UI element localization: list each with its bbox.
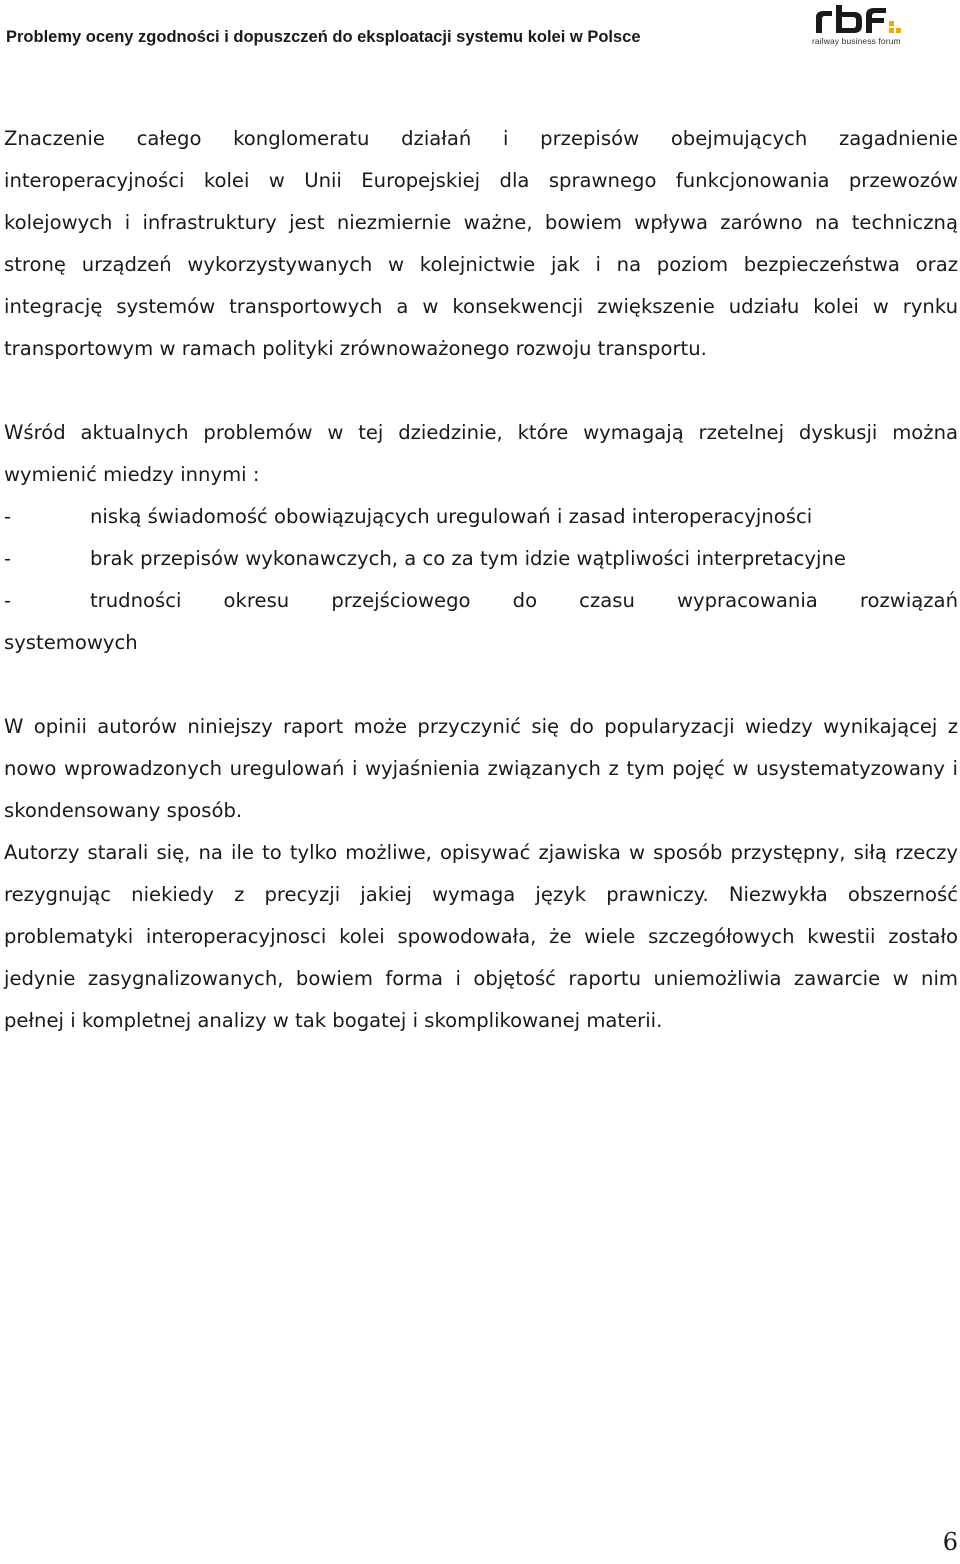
list-item (4, 580, 958, 622)
list-item-continuation: systemowych (4, 631, 138, 654)
list-item-text: niską świadomość obowiązujących uregulowań i zasad interoperacyjności (90, 505, 813, 528)
paragraph-3: W opinii autorów niniejszy raport może przyczynić się do popularyzacji wiedzy wynikającej z nowo wprowadzonych uregulowań i wyjaśnienia związanych z tym pojęć w usystematyzowany i skondensowany sposób. (4, 715, 958, 822)
paragraph-spacer (4, 664, 958, 706)
list-item-text: trudności okresu przejściowego do czasu wypracowania rozwiązań (90, 589, 958, 612)
logo-tagline: railway business forum (812, 36, 901, 46)
paragraph-4: Autorzy starali się, na ile to tylko możliwe, opisywać zjawiska w sposób przystępny, siłą rzeczy rezygnując niekiedy z precyzji jakiej wymaga język prawniczy. Niezwykła obszerność problematyki interoperacyjnosci kolei spowodowała, że wiele szczegółowych kwestii zostało jedynie zasygnalizowanych, bowiem forma i objętość raportu uniemożliwia zawarcie w nim pełnej i kompletnej analizy w tak bogatej i skomplikowanej materii. (4, 841, 958, 1032)
document-title: Problemy oceny zgodności i dopuszczeń do eksploatacji systemu kolei w Polsce (6, 28, 641, 46)
page-number: 6 (942, 1528, 958, 1556)
list-item (4, 496, 958, 538)
document-body (4, 118, 958, 1042)
list-dash: - (4, 505, 12, 528)
rbf-logo-mark (812, 3, 908, 37)
list-item-text: brak przepisów wykonawczych, a co za tym idzie wątpliwości interpretacyjne (90, 547, 846, 570)
paragraph-2: Wśród aktualnych problemów w tej dziedzinie, które wymagają rzetelnej dyskusji można wymienić miedzy innymi : (4, 421, 958, 486)
list-item (4, 538, 958, 580)
list-dash: - (4, 547, 12, 570)
rbf-logo (812, 3, 908, 47)
list-dash: - (4, 589, 12, 612)
paragraph-spacer (4, 370, 958, 412)
page-header (0, 0, 960, 60)
paragraph-1: Znaczenie całego konglomeratu działań i przepisów obejmujących zagadnienie interoperacyjności kolei w Unii Europejskiej dla sprawnego funkcjonowania przewozów kolejowych i infrastruktury jest niezmiernie ważne, bowiem wpływa zarówno na techniczną stronę urządzeń wykorzystywanych w kolejnictwie jak i na poziom bezpieczeństwa oraz integrację systemów transportowych a w konsekwencji zwiększenie udziału kolei w rynku transportowym w ramach polityki zrównoważonego rozwoju transportu. (4, 127, 958, 360)
